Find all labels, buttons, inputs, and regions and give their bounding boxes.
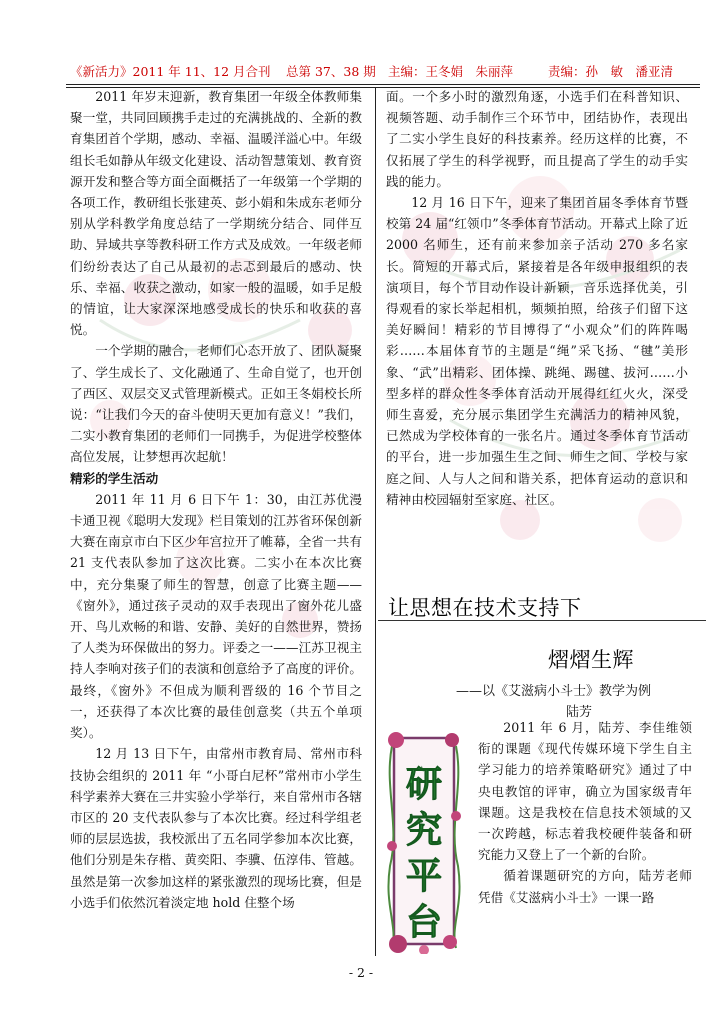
journal-name: 《新活力》2011 年 11、12 月合刊 (70, 64, 271, 79)
article-title-line2: 熠熠生辉 (548, 648, 634, 672)
paragraph: 2011 年 11 月 6 日下午 1：30，由江苏优漫卡通卫视《聪明大发现》栏目策划的江苏省环保创新大赛在南京市白下区少年宫拉开了帷幕，全省一共有 21 支代表队参加了这次比赛。二实小在本次比赛中，充分集聚了师生的智慧，创意了比赛主题——《窗外》，通过孩子灵动的双手表现出了窗外花儿盛开、鸟儿欢畅的和谐、安静、美好的自然世界，赞扬了人类为环保做出的努力。评委之一——江苏卫视主持人李响对孩子们的表演和创意给予了高度的评价。最终，《窗外》不但成为顺利晋级的 16 个节目之一，还获得了本次比赛的最佳创意奖（共五个单项奖）。 (70, 491, 362, 741)
header-rule-thick (66, 84, 700, 85)
research-platform-badge (384, 726, 464, 954)
badge-char: 究 (405, 810, 443, 851)
paragraph: 12 月 13 日下午，由常州市教育局、常州市科技协会组织的 2011 年 “小哥白尼杯”常州市小学生科学素养大赛在三井实验小学举行，来自常州市各辖市区的 20 支代表队参与了本次比赛。经过科学组老师的层层选拔，我校派出了五名同学参加本次比赛，他们分别是朱存楷、黄奕阳、李骥、伍淳伟、管越。虽然是第一次参加这样的紧张激烈的现场比赛，但是小选手们依然沉着淡定地 hold 住整个场 (70, 746, 362, 910)
article-title-line1: 让思想在技术支持下 (388, 596, 582, 620)
section-heading: 精彩的学生活动 (70, 470, 159, 486)
badge-char: 平 (405, 856, 443, 897)
paragraph: 2011 年 6 月，陆芳、李佳维领衔的课题《现代传媒环境下学生自主学习能力的培养策略研究》通过了中央电教馆的评审，确立为国家级青年课题。这是我校在信息技术领域的又一次跨越，标志着我校硬件装备和研究能力又登上了一个新的台阶。 (478, 720, 692, 863)
article-author: 陆芳 (566, 705, 593, 720)
paragraph: 循着课题研究的方向，陆芳老师凭借《艾滋病小斗士》一课一路 (478, 868, 692, 905)
page-header (70, 62, 700, 84)
article-subtitle: ——以《艾滋病小斗士》教学为例 (456, 684, 652, 699)
paragraph: 一个学期的融合，老师们心态开放了、团队凝聚了、学生成长了、文化融通了、生命自觉了，也开创了西区、双层交叉式管理新模式。正如王冬娟校长所说：“让我们今天的奋斗使明天更加有意义！”我们，二实小教育集团的老师们一同携手，为促进学校整体高位发展，让梦想再次起航！ (70, 343, 362, 465)
badge-char: 台 (405, 902, 443, 943)
title-rule (378, 620, 706, 621)
column-divider (375, 88, 376, 956)
chief-editor: 主编：王冬娟 朱丽萍 (388, 64, 514, 79)
badge-char: 研 (405, 764, 443, 805)
paragraph: 2011 年岁末迎新，教育集团一年级全体教师集聚一堂，共同回顾携手走过的充满挑战的、全新的教育集团首个学期，感动、幸福、温暖洋溢心中。年级组长毛如静从年级文化建设、活动智慧策划、教育资源开发和整合等方面全面概括了一年级第一个学期的各项工作，教研组长张建英、彭小娟和朱成东老师分别从学科教学角度总结了一学期统分结合、同伴互助、异域共享等教科研工作方式及成效。一年级老师们纷纷表达了自己从最初的忐忑到最后的感动、快乐、幸福、收获之激动，如家一般的温暖，如手足般的情谊，让大家深深地感受成长的快乐和收获的喜悦。 (70, 89, 362, 338)
issue-number: 总第 37、38 期 (286, 64, 376, 79)
page-number: - 2 - (348, 965, 374, 980)
article-body (478, 717, 692, 908)
left-column (70, 86, 362, 913)
assoc-editor: 责编：孙 敏 潘亚清 (548, 64, 674, 79)
paragraph: 面。一个多小时的激烈角逐，小选手们在科普知识、视频答题、动手制作三个环节中，团结协作，表现出了二实小学生良好的科技素养。经历这样的比赛，不仅拓展了学生的科学视野，而且提高了学生的动手实践的能力。 (386, 89, 688, 189)
paragraph: 12 月 16 日下午，迎来了集团首届冬季体育节暨校第 24 届“红领巾”冬季体育节活动。开幕式上除了近 2000 名师生，还有前来参加亲子活动 270 多名家长。简短的开幕式后，紧接着是各年级申报组织的表演项目，每个节目动作设计新颖，音乐选择优美，引得观看的家长举起相机，频频拍照，给孩子们留下这美好瞬间！精彩的节目博得了“小观众”们的阵阵喝彩……本届体育节的主题是“绳”采飞扬、“毽”美形象、“武”出精彩、团体操、跳绳、踢毽、拔河……小型多样的群众性冬季体育活动开展得红红火火，深受师生喜爱，充分展示集团学生充满活力的精神风貌，已然成为学校体育的一张名片。通过冬季体育节活动的平台，进一步加强生生之间、师生之间、学校与家庭之间、人与人之间和谐关系，把体育运动的意识和精神由校园辐射至家庭、社区。 (386, 195, 688, 507)
right-column (386, 86, 688, 510)
